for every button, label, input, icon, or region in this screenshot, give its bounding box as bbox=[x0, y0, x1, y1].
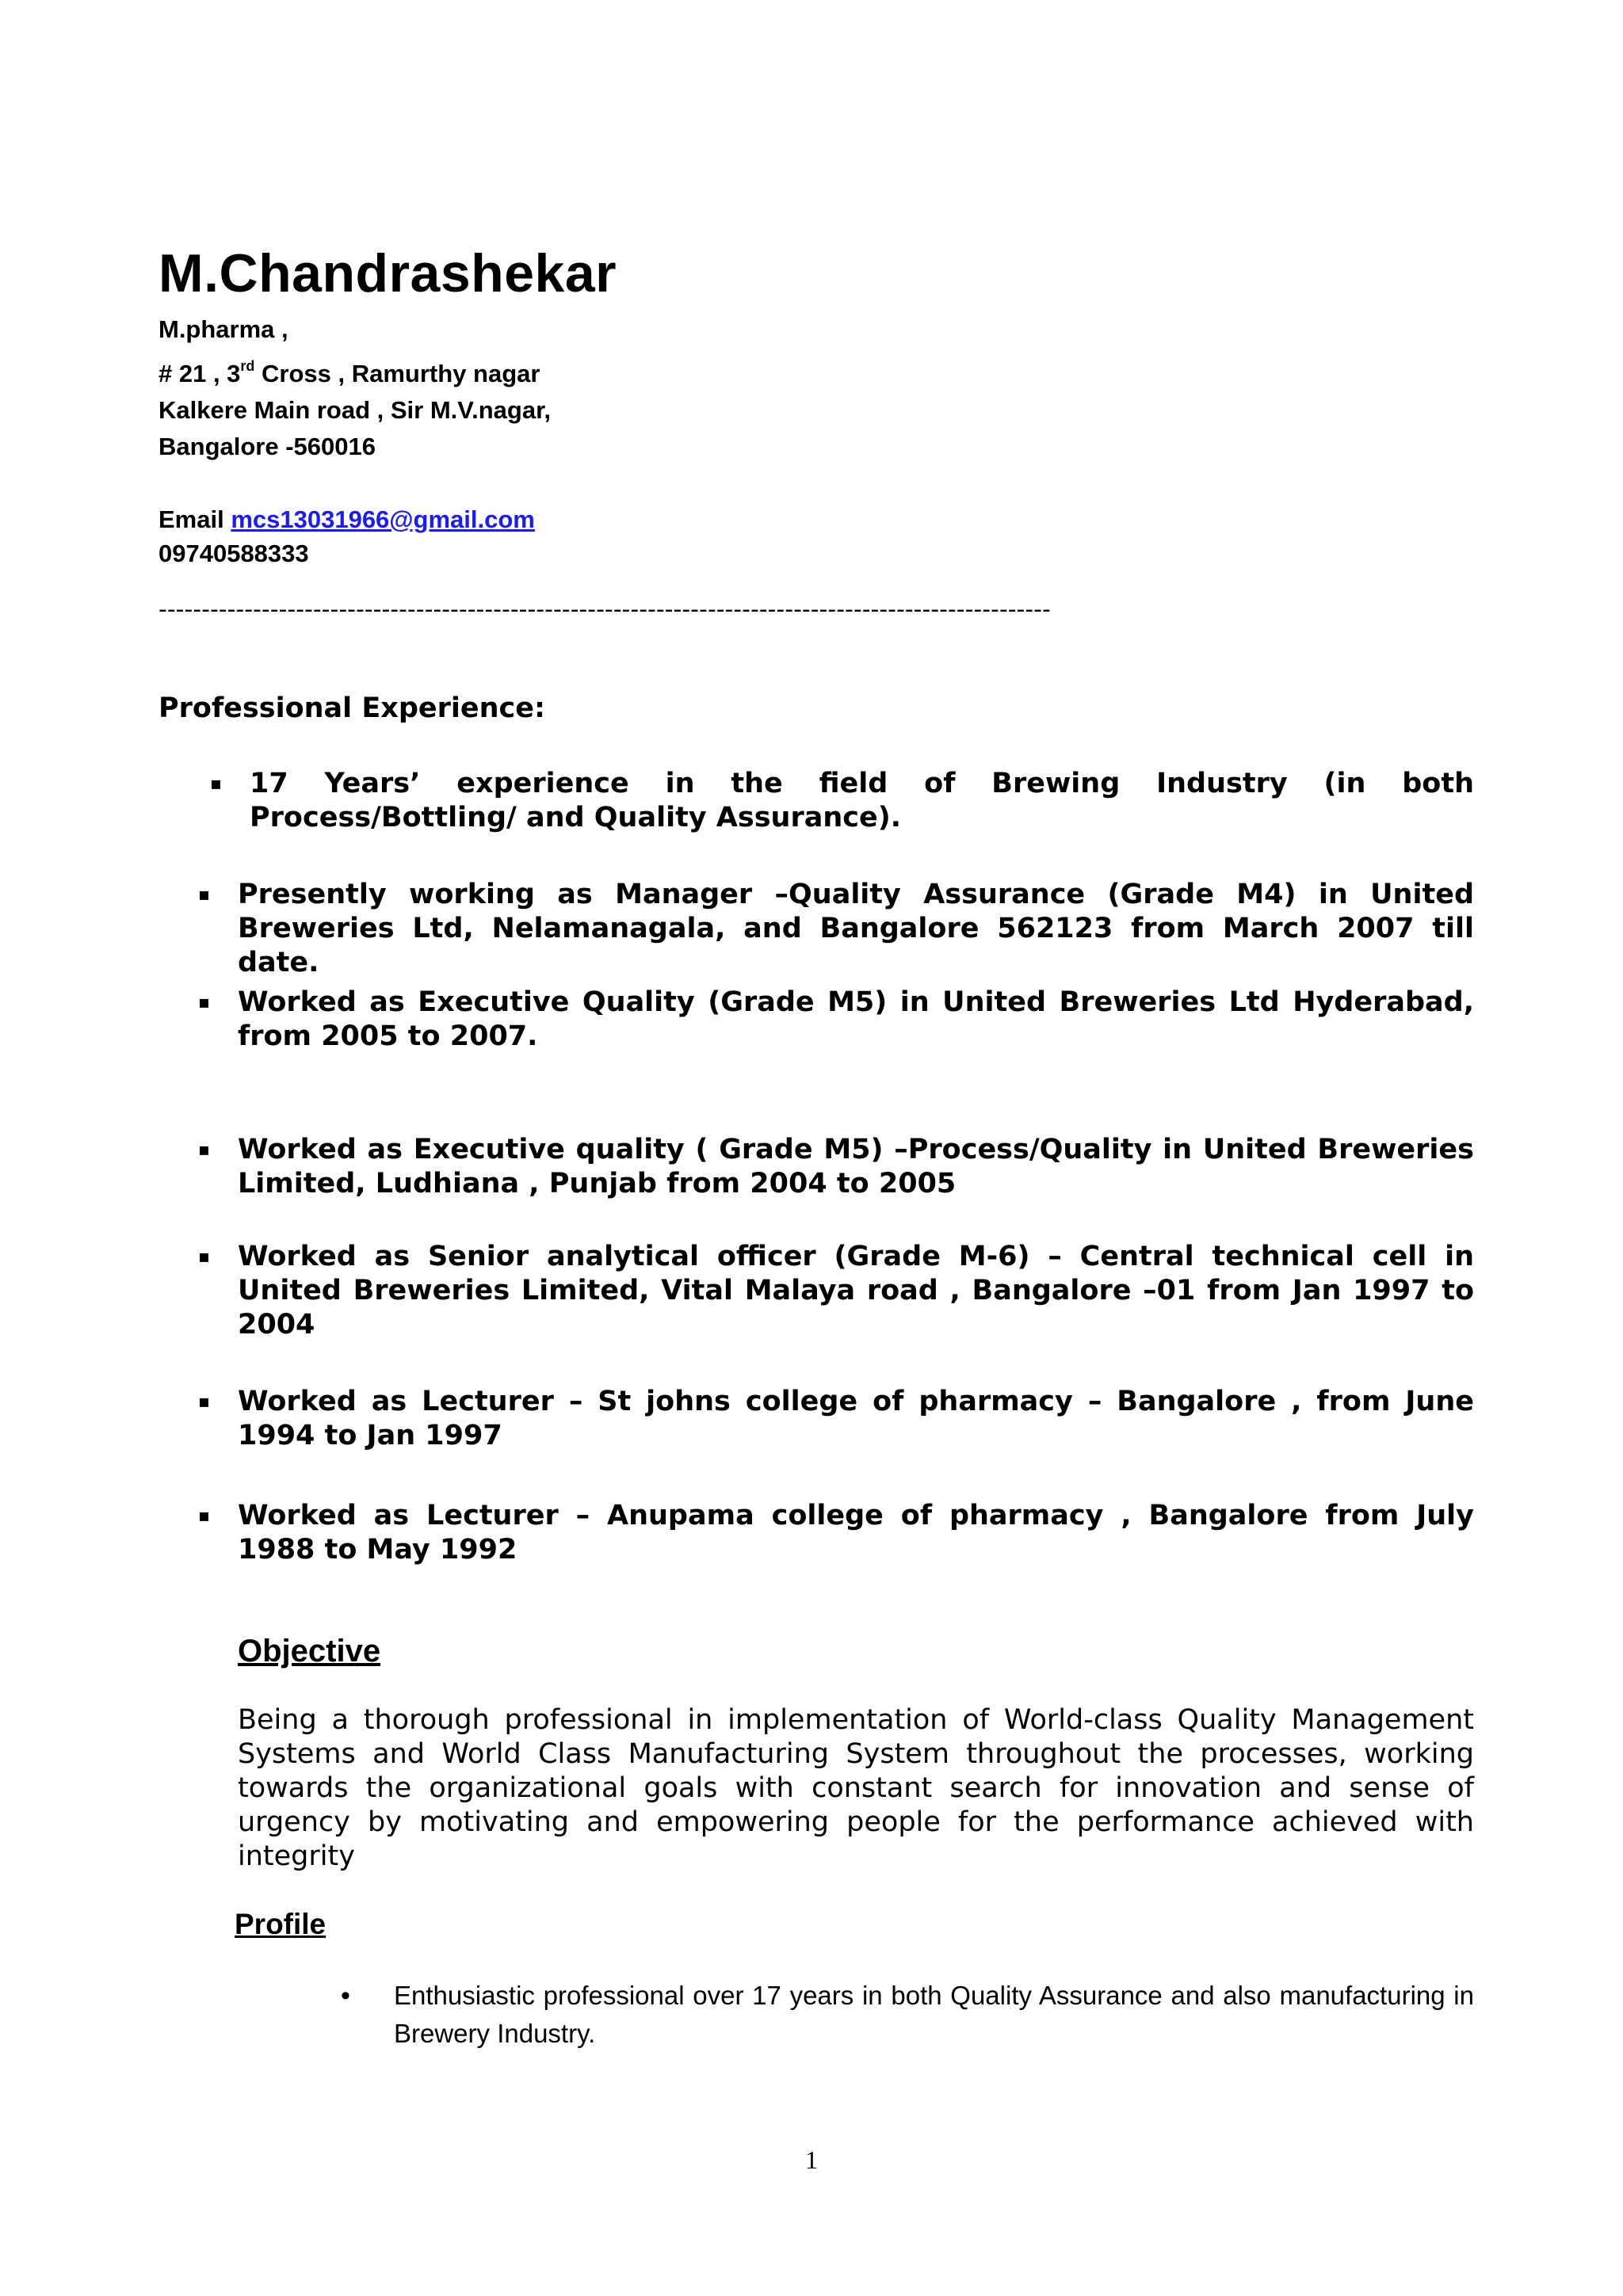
square-bullet-icon: ▪ bbox=[198, 993, 210, 1013]
email-link[interactable]: mcs13031966@gmail.com bbox=[231, 505, 535, 533]
address-line-3: Bangalore -560016 bbox=[158, 433, 376, 460]
square-bullet-icon: ▪ bbox=[198, 1506, 210, 1526]
experience-item-text: Worked as Executive quality ( Grade M5) –Process/Quality in United Breweries Limited, Ludhiana , Punjab from 2004 to 2005 bbox=[238, 1134, 1474, 1199]
experience-item bbox=[210, 767, 1474, 835]
square-bullet-icon: ▪ bbox=[210, 774, 222, 794]
objective-heading: Objective bbox=[238, 1634, 381, 1669]
dashed-divider: -------------------------------------------------------------------------------------------------------- bbox=[158, 596, 1051, 624]
experience-item bbox=[198, 986, 1474, 1054]
experience-item bbox=[198, 1385, 1474, 1453]
profile-item bbox=[341, 1977, 1474, 2053]
square-bullet-icon: ▪ bbox=[198, 1247, 210, 1267]
experience-item bbox=[198, 1133, 1474, 1201]
candidate-name: M.Chandrashekar bbox=[158, 243, 617, 303]
square-bullet-icon: ▪ bbox=[198, 1392, 210, 1412]
square-bullet-icon: ▪ bbox=[198, 1140, 210, 1160]
objective-text: Being a thorough professional in implementation of World-class Quality Management Systems and World Class Manufacturing System throughout the processes, working towards the organizational goals with constant search for innovation and sense of urgency by motivating and empowering people for the performance achieved with integrity bbox=[238, 1704, 1474, 1872]
experience-item-text: Worked as Lecturer – Anupama college of pharmacy , Bangalore from July 1988 to May 1992 bbox=[238, 1500, 1474, 1566]
experience-item-text: Worked as Senior analytical officer (Grade M-6) – Central technical cell in United Breweries Limited, Vital Malaya road , Bangalore –01 from Jan 1997 to 2004 bbox=[238, 1241, 1474, 1341]
experience-item bbox=[198, 1499, 1474, 1567]
experience-item-text: Presently working as Manager –Quality Assurance (Grade M4) in United Breweries Ltd, Nelamanagala, and Bangalore 562123 from March 2007 till date. bbox=[238, 879, 1474, 978]
address-line-1-end: Cross , Ramurthy nagar bbox=[254, 360, 540, 387]
professional-experience-heading: Professional Experience: bbox=[158, 692, 546, 724]
address-line-2: Kalkere Main road , Sir M.V.nagar, bbox=[158, 396, 552, 424]
experience-item bbox=[198, 1240, 1474, 1342]
address-ordinal-suffix: rd bbox=[240, 358, 255, 374]
experience-item-text: 17 Years’ experience in the field of Brewing Industry (in both Process/Bottling/ and Quality Assurance). bbox=[250, 768, 1474, 833]
profile-item-text: Enthusiastic professional over 17 years in both Quality Assurance and also manufacturing in Brewery Industry. bbox=[394, 1981, 1474, 2048]
degree: M.pharma , bbox=[158, 315, 288, 343]
header-spacer bbox=[158, 465, 617, 502]
square-bullet-icon: ▪ bbox=[198, 885, 210, 905]
round-bullet-icon: • bbox=[341, 1981, 350, 2011]
profile-heading: Profile bbox=[235, 1908, 327, 1940]
address-line-1-start: # 21 , 3 bbox=[158, 360, 241, 387]
experience-item bbox=[198, 878, 1474, 980]
page-number: 1 bbox=[805, 2145, 818, 2174]
contact-header bbox=[158, 242, 617, 570]
experience-item-text: Worked as Lecturer – St johns college of pharmacy – Bangalore , from June 1994 to Jan 1997 bbox=[238, 1386, 1474, 1451]
address-line-1 bbox=[158, 348, 617, 392]
experience-item-text: Worked as Executive Quality (Grade M5) in United Breweries Ltd Hyderabad, from 2005 to 2007. bbox=[238, 986, 1474, 1052]
email-row bbox=[158, 502, 617, 538]
phone-number: 09740588333 bbox=[158, 540, 309, 567]
email-label: Email bbox=[158, 505, 231, 533]
